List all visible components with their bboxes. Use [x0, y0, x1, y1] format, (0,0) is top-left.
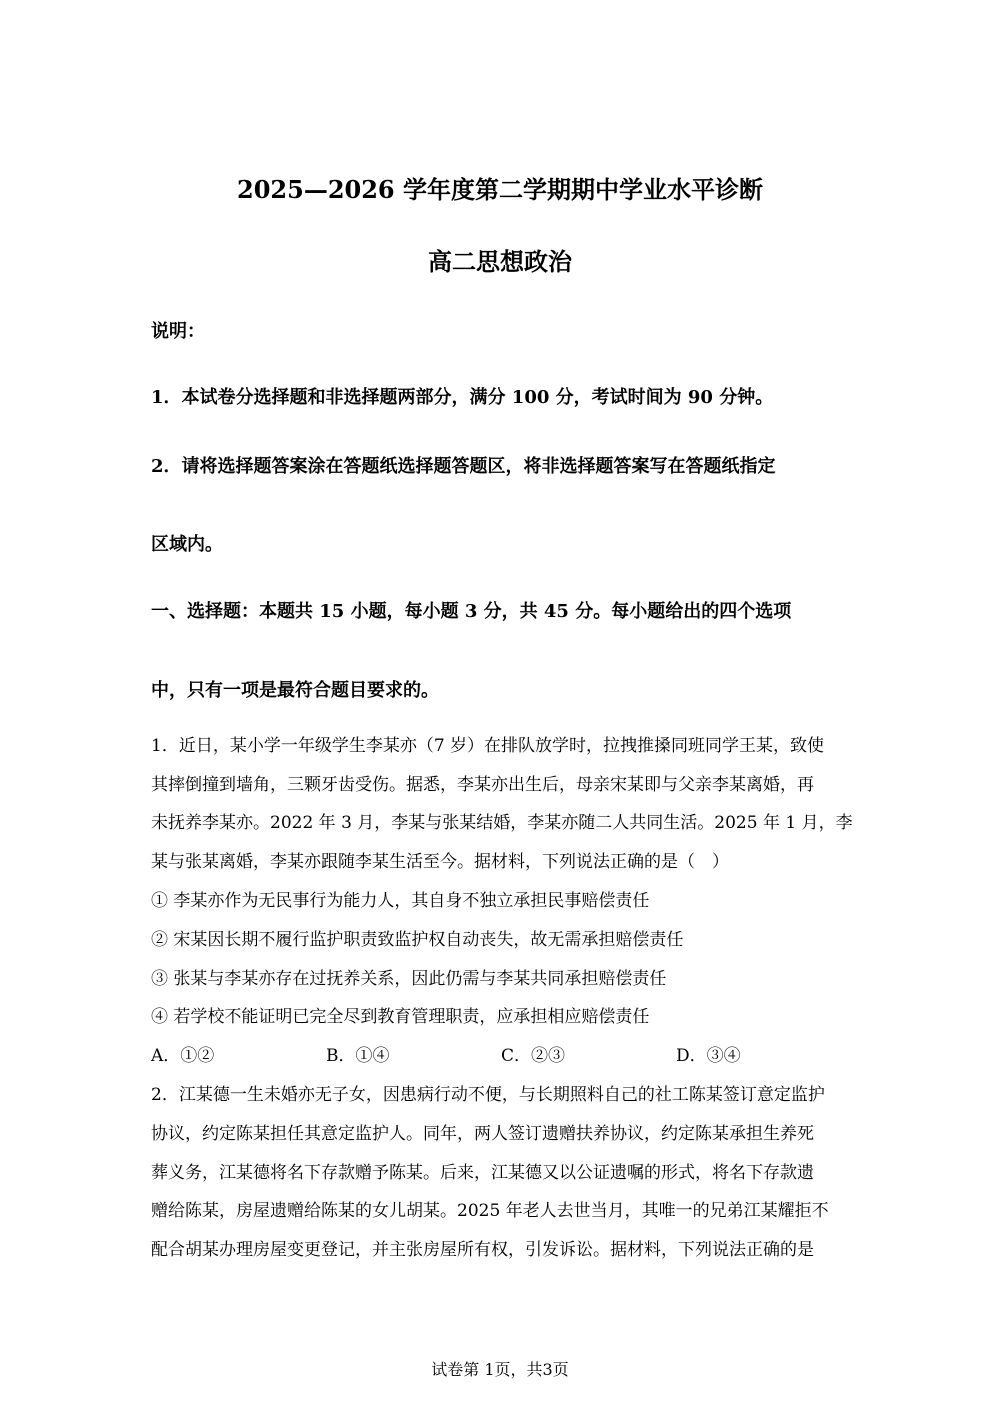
question-2-stem-line: 葬义务，江某德将名下存款赠予陈某。后来，江某德又以公证遗嘱的形式，将名下存款遗: [151, 1163, 814, 1183]
question-1-option-a: A．①②: [151, 1046, 215, 1066]
section-1-instruction-line-2: 中，只有一项是最符合题目要求的。: [151, 680, 439, 701]
question-1-statement-1: ① 李某亦作为无民事行为能力人，其自身不独立承担民事赔偿责任: [151, 891, 650, 911]
note-2-line-1: 2．请将选择题答案涂在答题纸选择题答题区，将非选择题答案写在答题纸指定: [151, 456, 776, 477]
exam-title: 2025—2026 学年度第二学期期中学业水平诊断: [237, 175, 763, 204]
subject-title: 高二思想政治: [428, 247, 572, 276]
question-2-stem-line: 2．江某德一生未婚亦无子女，因患病行动不便，与长期照料自己的社工陈某签订意定监护: [151, 1085, 825, 1105]
question-1-option-b: B．①④: [326, 1046, 390, 1066]
note-1: 1．本试卷分选择题和非选择题两部分，满分 100 分，考试时间为 90 分钟。: [151, 387, 774, 408]
question-1-stem-line: 1．近日，某小学一年级学生李某亦（7 岁）在排队放学时，拉拽推搡同班同学王某，致使: [151, 736, 825, 756]
notes-heading: 说明：: [151, 321, 205, 342]
question-1-stem-line: 其摔倒撞到墙角，三颗牙齿受伤。据悉，李某亦出生后，母亲宋某即与父亲李某离婚，再: [151, 775, 814, 795]
question-2-stem-line: 赠给陈某，房屋遗赠给陈某的女儿胡某。2025 年老人去世当月，其唯一的兄弟江某耀拒不: [151, 1201, 829, 1221]
note-2-line-2: 区域内。: [151, 534, 223, 555]
question-1-statement-4: ④ 若学校不能证明已完全尽到教育管理职责，应承担相应赔偿责任: [151, 1007, 650, 1027]
question-1-statement-3: ③ 张某与李某亦存在过抚养关系，因此仍需与李某共同承担赔偿责任: [151, 969, 667, 989]
question-2-stem-line: 配合胡某办理房屋变更登记，并主张房屋所有权，引发诉讼。据材料，下列说法正确的是: [151, 1240, 814, 1260]
question-2-stem-line: 协议，约定陈某担任其意定监护人。同年，两人签订遗赠扶养协议，约定陈某承担生养死: [151, 1124, 814, 1144]
section-1-instruction-line-1: 一、选择题：本题共 15 小题，每小题 3 分，共 45 分。每小题给出的四个选项: [151, 601, 792, 622]
question-1-option-d: D．③④: [676, 1046, 741, 1066]
question-1-stem-line: 某与张某离婚，李某亦跟随李某生活至今。据材料，下列说法正确的是（ ）: [151, 852, 729, 872]
question-1-statement-2: ② 宋某因长期不履行监护职责致监护权自动丧失，故无需承担赔偿责任: [151, 930, 684, 950]
question-1-option-c: C．②③: [501, 1046, 566, 1066]
question-1-stem-line: 未抚养李某亦。2022 年 3 月，李某与张某结婚，李某亦随二人共同生活。2025 年 1 月，李: [151, 813, 853, 833]
page-footer: 试卷第 1页，共3页: [431, 1360, 569, 1379]
